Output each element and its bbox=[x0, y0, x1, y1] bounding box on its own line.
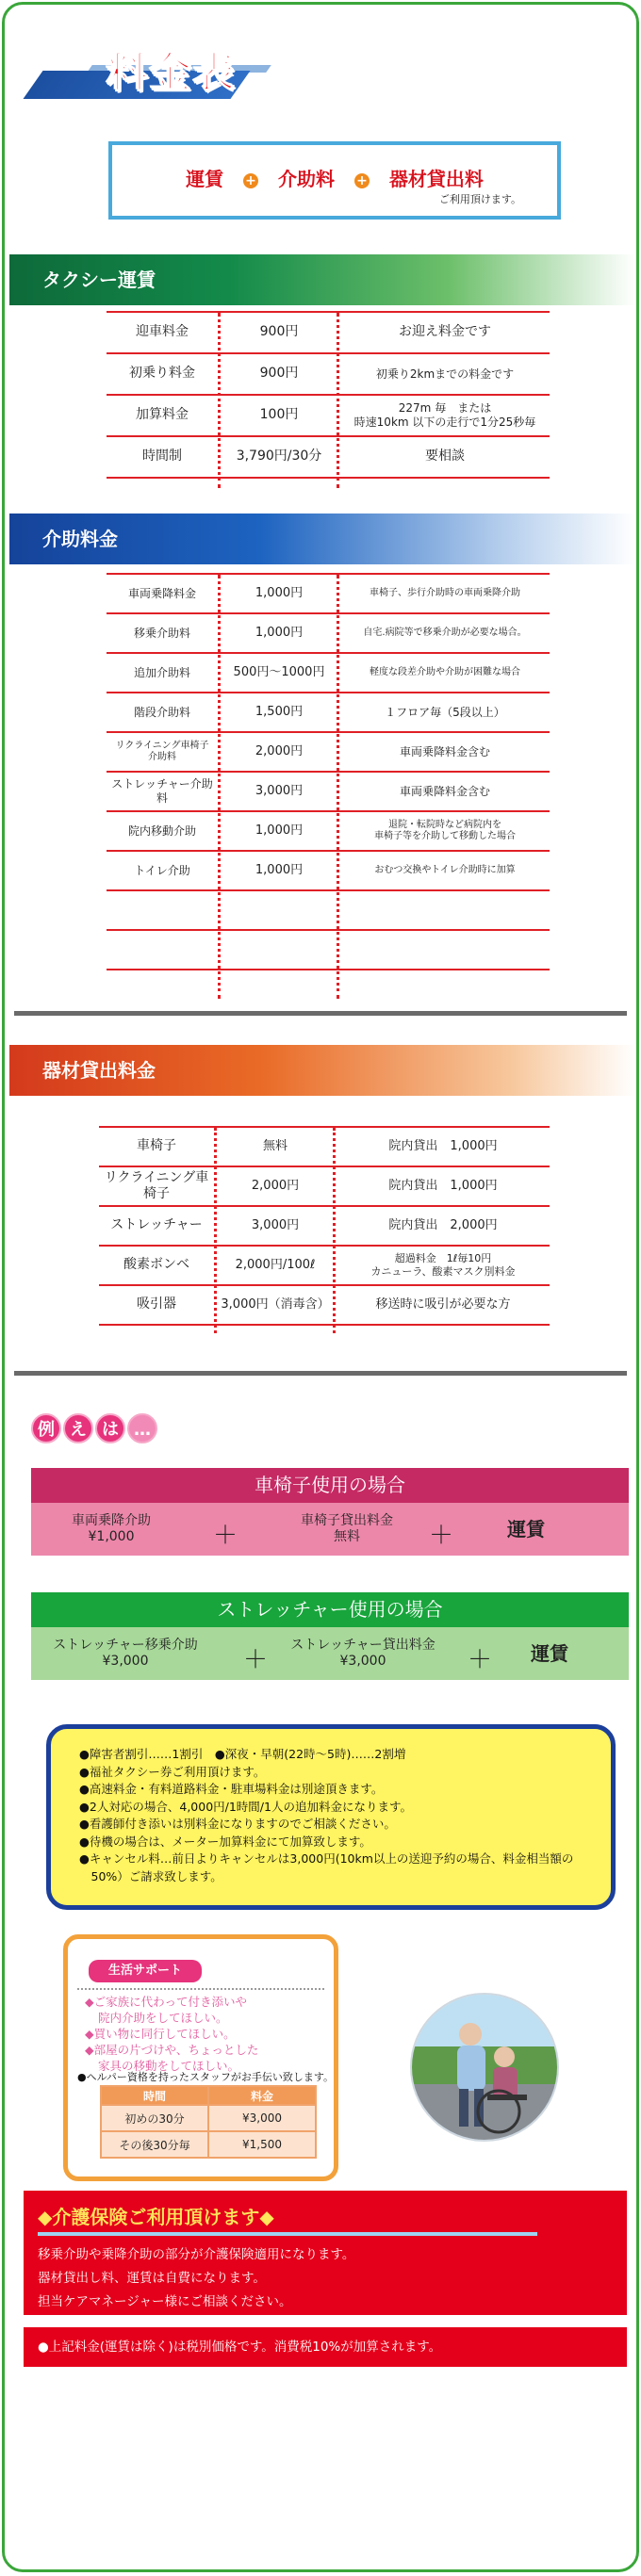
column-divider bbox=[214, 1128, 217, 1333]
table-row bbox=[107, 437, 550, 479]
row-price: 2,000円 bbox=[251, 1178, 300, 1193]
row-label: 初乗り料金 bbox=[129, 366, 195, 382]
row-price: 3,000円 bbox=[255, 783, 304, 798]
table-header: 料金 bbox=[208, 2086, 316, 2105]
row-label: 院内移動介助 bbox=[127, 823, 196, 838]
table-cell: その後30分毎 bbox=[101, 2131, 208, 2158]
row-note: １フロア毎（5段以上） bbox=[385, 705, 505, 719]
row-note: 要相談 bbox=[425, 448, 465, 465]
life-support-text bbox=[85, 1994, 258, 2074]
table-cell: 初めの30分 bbox=[101, 2105, 208, 2131]
note-item: 50%）ご請求致します。 bbox=[79, 1868, 222, 1883]
table-row bbox=[107, 773, 550, 812]
note-item: ●福祉タクシー券ご利用頂けます。 bbox=[79, 1764, 266, 1779]
row-note: 227m 毎 または 時速10km 以下の走行で1分25秒毎 bbox=[353, 401, 536, 429]
kaigo-line: 移乗介助や乗降介助の部分が介護保険適用になります。 bbox=[38, 2247, 355, 2262]
row-price: 500円～1000円 bbox=[233, 664, 325, 679]
note-item: ●障害者割引……1割引 ●深夜・早朝(22時～5時)……2割増 bbox=[79, 1747, 406, 1761]
row-price: 3,000円（消毒含） bbox=[221, 1296, 330, 1312]
table-row bbox=[107, 852, 550, 891]
row-label: リクライニング車椅子 bbox=[104, 1169, 209, 1201]
table-row bbox=[99, 1167, 550, 1207]
stretcher-fare: 運賃 bbox=[531, 1642, 568, 1665]
caregiver-photo bbox=[410, 1993, 559, 2142]
row-label: 追加介助料 bbox=[133, 665, 190, 679]
wheelchair-example-body bbox=[31, 1503, 629, 1556]
row-label: 移乗介助料 bbox=[133, 626, 190, 640]
note-item: ●待機の場合は、メーター加算料金にて加算致します。 bbox=[79, 1834, 371, 1849]
column-divider bbox=[333, 1128, 336, 1333]
divider bbox=[38, 2232, 537, 2236]
badge-char: 例 bbox=[31, 1413, 61, 1443]
equip-table bbox=[99, 1126, 550, 1331]
row-price: 1,000円 bbox=[255, 862, 304, 877]
life-support-box bbox=[63, 1934, 338, 2181]
row-note: 車両乗降料金含む bbox=[399, 784, 490, 798]
row-note: 院内貸出 1,000円 bbox=[388, 1178, 498, 1193]
row-price: 2,000円 bbox=[255, 743, 304, 758]
stretcher-b bbox=[278, 1627, 448, 1680]
row-label: 酸素ボンベ bbox=[123, 1257, 189, 1273]
row-note: 院内貸出 2,000円 bbox=[388, 1217, 498, 1232]
row-note: 軽度な段差介助や介助が困難な場合 bbox=[370, 666, 520, 677]
table-row bbox=[107, 575, 550, 614]
table-row bbox=[107, 693, 550, 733]
kaigo-line: 器材貸出し料、運賃は自費になります。 bbox=[38, 2271, 266, 2286]
row-label: ストレッチャー bbox=[110, 1217, 203, 1233]
life-support-price-table bbox=[100, 2085, 317, 2159]
badge-char: … bbox=[127, 1413, 157, 1443]
row-note: 超過料金 1ℓ毎10円 カニューラ、酸素マスク別料金 bbox=[370, 1252, 516, 1278]
summary-row bbox=[112, 164, 557, 191]
life-line: ◆買い物に同行してほしい。 bbox=[85, 2027, 236, 2041]
table-header: 時間 bbox=[101, 2086, 208, 2105]
plus-icon: + bbox=[354, 173, 370, 188]
table-row bbox=[107, 891, 550, 931]
row-label: トイレ介助 bbox=[134, 863, 190, 877]
summary-note: ご利用頂けます。 bbox=[438, 193, 521, 205]
row-note: 車椅子、歩行介助時の車両乗降介助 bbox=[370, 587, 520, 598]
row-label: 吸引器 bbox=[137, 1296, 176, 1312]
row-label: リクライニング車椅子 介助料 bbox=[115, 740, 209, 762]
row-label: 時間制 bbox=[142, 448, 182, 465]
row-note: お迎え料金です bbox=[399, 324, 491, 340]
table-row bbox=[107, 354, 550, 396]
plus-icon: ＋ bbox=[213, 1522, 238, 1550]
row-price: 1,000円 bbox=[255, 625, 304, 640]
column-divider bbox=[218, 313, 221, 488]
example-badges bbox=[31, 1413, 159, 1443]
divider bbox=[14, 1011, 627, 1016]
row-price: 100円 bbox=[259, 407, 299, 423]
table-row bbox=[99, 1128, 550, 1167]
item-value: 無料 bbox=[334, 1529, 360, 1544]
life-line: 家具の移動をしてほしい。 bbox=[98, 2059, 240, 2073]
row-label: 階段介助料 bbox=[133, 705, 190, 719]
column-divider bbox=[337, 313, 339, 488]
note-item: ●看護師付き添いは別料金になりますのでご相談ください。 bbox=[79, 1817, 396, 1831]
item-label: ストレッチャー貸出料金 bbox=[290, 1638, 436, 1654]
wheelchair-example-title: 車椅子使用の場合 bbox=[31, 1468, 629, 1503]
row-price: 3,000円 bbox=[251, 1217, 300, 1232]
table-cell: ¥1,500 bbox=[208, 2131, 316, 2158]
stretcher-a bbox=[41, 1627, 210, 1680]
item-value: ¥3,000 bbox=[102, 1654, 149, 1669]
row-label: 迎車料金 bbox=[136, 324, 189, 340]
table-row bbox=[107, 654, 550, 693]
life-line: ◆ご家族に代わって付き添いや bbox=[85, 1995, 247, 2009]
plus-icon: + bbox=[243, 173, 258, 188]
kaigo-line: 担当ケアマネージャー様にご相談ください。 bbox=[38, 2294, 292, 2309]
row-price: 900円 bbox=[259, 366, 299, 382]
item-value: ¥1,000 bbox=[88, 1529, 135, 1544]
plus-icon: ＋ bbox=[243, 1646, 269, 1674]
item-label: ストレッチャー移乗介助 bbox=[53, 1638, 198, 1654]
table-row bbox=[99, 1247, 550, 1286]
row-price: 1,000円 bbox=[255, 585, 304, 600]
care-insurance-title: ◆介護保険ご利用頂けます◆ bbox=[38, 2206, 274, 2228]
life-line: 院内介助をしてほしい。 bbox=[98, 2011, 228, 2025]
table-row bbox=[107, 931, 550, 970]
item-label: 車両乗降介助 bbox=[72, 1513, 151, 1529]
row-price: 1,000円 bbox=[255, 823, 304, 838]
table-row bbox=[107, 313, 550, 354]
column-divider bbox=[337, 575, 339, 999]
table-row bbox=[107, 733, 550, 773]
page-frame bbox=[2, 2, 639, 2572]
stretcher-example-body bbox=[31, 1627, 629, 1680]
notes-box bbox=[46, 1724, 616, 1910]
stretcher-example-title: ストレッチャー使用の場合 bbox=[31, 1592, 629, 1627]
care-insurance-box bbox=[24, 2191, 627, 2315]
plus-icon: ＋ bbox=[468, 1646, 493, 1674]
summary-item-equip: 器材貸出料 bbox=[388, 168, 484, 190]
row-price: 1,500円 bbox=[255, 704, 304, 719]
table-row bbox=[99, 1207, 550, 1247]
helper-note: ●ヘルパー資格を持ったスタッフがお手伝い致します。 bbox=[77, 2071, 334, 2083]
tax-note: ●上記料金(運賃は除く)は税別価格です。消費税10%が加算されます。 bbox=[24, 2327, 627, 2367]
row-price: 3,790円/30分 bbox=[236, 448, 322, 465]
badge-char: は bbox=[95, 1413, 125, 1443]
row-note: 移送時に吸引が必要な方 bbox=[375, 1296, 511, 1312]
column-divider bbox=[218, 575, 221, 999]
badge-char: え bbox=[63, 1413, 93, 1443]
page-title: 料金表 bbox=[107, 49, 237, 97]
taxi-heading: タクシー運賃 bbox=[9, 254, 635, 305]
taxi-table bbox=[107, 311, 550, 486]
note-item: ●高速料金・有料道路料金・駐車場料金は別途頂きます。 bbox=[79, 1782, 384, 1796]
plus-icon: ＋ bbox=[429, 1522, 454, 1550]
table-row bbox=[107, 614, 550, 654]
row-note: 車両乗降料金含む bbox=[399, 744, 490, 758]
wheelchair-fare: 運賃 bbox=[507, 1518, 545, 1541]
row-price: 900円 bbox=[259, 324, 299, 340]
care-heading: 介助料金 bbox=[9, 514, 635, 564]
note-item: ●キャンセル料…前日よりキャンセルは3,000円(10km以上の送迎予約の場合、料金相当額の bbox=[79, 1851, 574, 1866]
life-line: ◆部屋の片づけや、ちょっとした bbox=[85, 2043, 259, 2057]
item-label: 車椅子貸出料金 bbox=[301, 1513, 393, 1529]
row-note: 初乗り2kmまでの料金です bbox=[375, 367, 515, 381]
life-support-tag: 生活サポート bbox=[89, 1960, 202, 1982]
table-cell: ¥3,000 bbox=[208, 2105, 316, 2131]
item-value: ¥3,000 bbox=[339, 1654, 386, 1669]
table-row bbox=[99, 1286, 550, 1326]
equip-heading: 器材貸出料金 bbox=[9, 1045, 635, 1096]
wheelchair-a bbox=[41, 1503, 182, 1556]
divider bbox=[14, 1371, 627, 1376]
row-label: 車両乗降料金 bbox=[127, 586, 196, 600]
row-label: ストレッチャー介助料 bbox=[111, 777, 213, 805]
table-row bbox=[107, 396, 550, 437]
row-label: 車椅子 bbox=[137, 1138, 176, 1154]
divider bbox=[77, 1988, 324, 1990]
row-note: おむつ交換やトイレ介助時に加算 bbox=[374, 864, 516, 875]
summary-item-care: 介助料 bbox=[278, 168, 335, 190]
row-note: 自宅.病院等で移乗介助が必要な場合。 bbox=[363, 627, 527, 638]
row-note: 退院・転院時など病院内を 車椅子等を介助して移動した場合 bbox=[374, 819, 516, 841]
summary-box bbox=[108, 141, 561, 220]
care-table bbox=[107, 573, 550, 997]
row-note: 院内貸出 1,000円 bbox=[388, 1138, 498, 1153]
row-price: 無料 bbox=[262, 1138, 288, 1153]
note-item: ●2人対応の場合、4,000円/1時間/1人の追加料金になります。 bbox=[79, 1799, 412, 1814]
row-price: 2,000円/100ℓ bbox=[235, 1257, 316, 1272]
wheelchair-b bbox=[262, 1503, 432, 1556]
care-insurance-body bbox=[38, 2243, 354, 2314]
row-label: 加算料金 bbox=[136, 407, 189, 423]
table-row bbox=[107, 812, 550, 852]
summary-item-fare: 運賃 bbox=[186, 168, 224, 190]
